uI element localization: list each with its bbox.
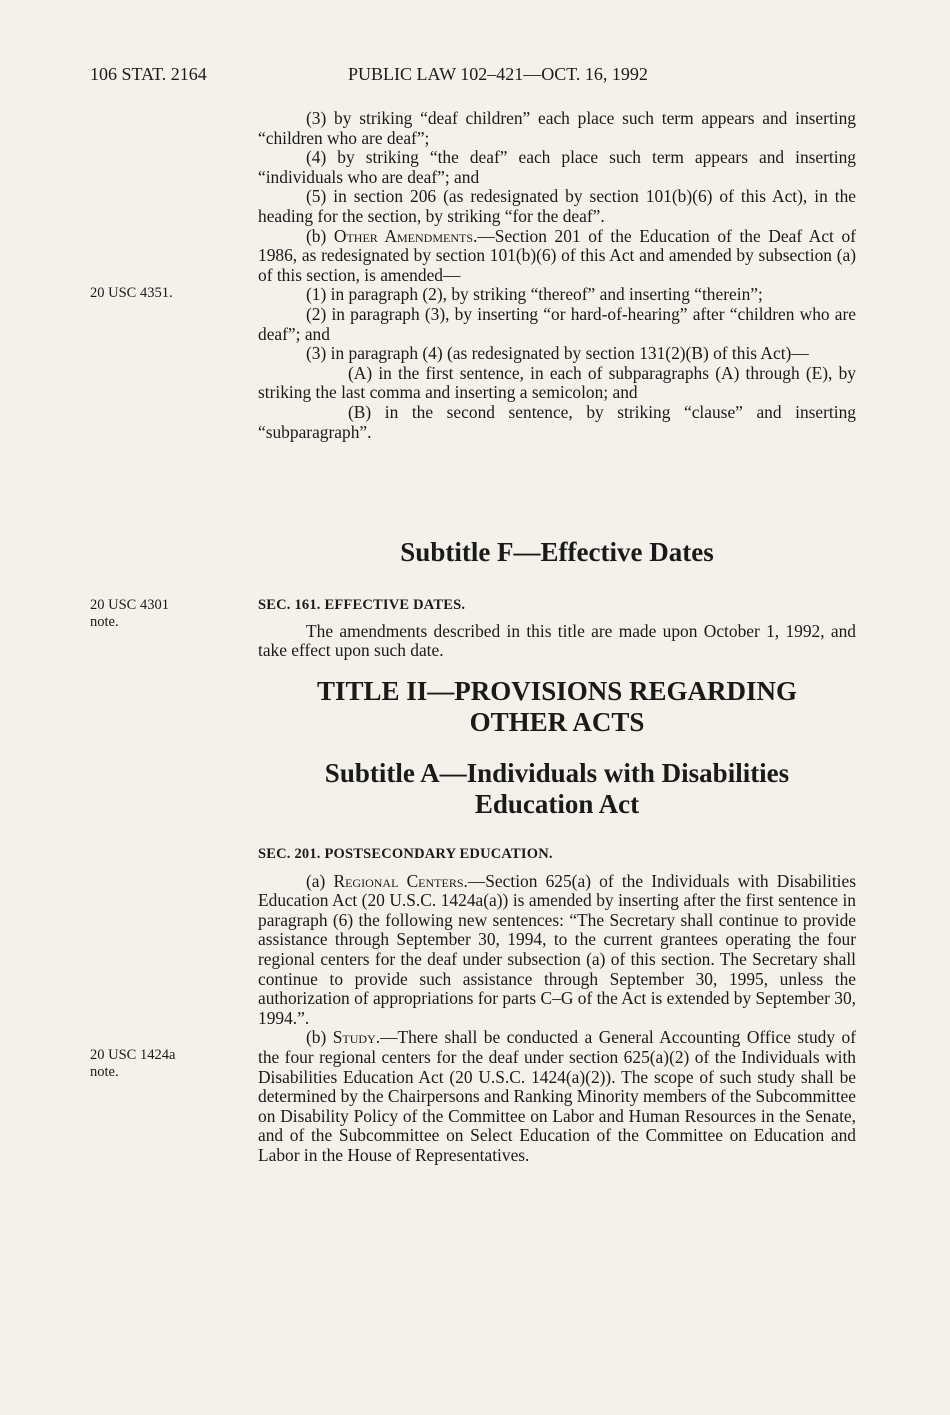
subsection-b-other-amendments <box>258 227 856 286</box>
subtitle-f-heading: Subtitle F—Effective Dates <box>400 537 714 567</box>
title-ii-block <box>258 676 856 738</box>
section-161-text: The amendments described in this title are made upon October 1, 1992, and take effect upon such date. <box>258 620 856 661</box>
subtitle-a-line-2: Education Act <box>474 789 640 819</box>
subsection-label: (b) <box>306 1027 333 1048</box>
subtitle-a-line-1: Subtitle A—Individuals with Disabilities <box>324 758 790 788</box>
subsection-text: .—There shall be conducted a General Accounting Office study of the four regional centers for the deaf under section 625(a)(2) of the Individuals with Disabilities Education Act (20 U.S.C. 1424(a)(2)). The scope of such study shall be determined by the Chairpersons and Ranking Minority members of the Subcommittee on Disability Policy of the Committee on Labor and Human Resources in the Senate, and of the Subcommittee on Select Education of the Committee on Education and Labor in the House of Representatives. <box>258 1027 856 1165</box>
paragraph-4: (4) by striking “the deaf” each place such term appears and inserting “individuals who are deaf”; and <box>258 147 856 187</box>
title-ii-line-2: OTHER ACTS <box>469 707 645 737</box>
subsection-text: .—Section 201 of the Education of the Deaf Act of 1986, as redesignated by section 101(b)(6) of this Act and amended by subsection (a) of this section, is amended— <box>258 225 856 285</box>
margin-note-suffix: note. <box>90 614 119 630</box>
public-law-heading: PUBLIC LAW 102–421—OCT. 16, 1992 <box>348 64 648 84</box>
subsection-label: (a) <box>306 870 334 891</box>
subsection-heading: Other Amendments <box>333 225 474 246</box>
subtitle-f-block <box>258 537 856 568</box>
statute-page-number: 106 STAT. 2164 <box>90 64 207 84</box>
subparagraph-b: (B) in the second sentence, by striking “clause” and inserting “subparagraph”. <box>258 401 856 442</box>
section-201-block <box>258 845 856 1166</box>
subsection-text: .—Section 625(a) of the Individuals with Disabilities Education Act (20 U.S.C. 1424a(a)) is amended by inserting after the first sentence in paragraph (6) the following new sentences: “The Secretary shall continue to provide assistance through September 30, 1994, to the current grantees operating the four regional centers for the deaf under subsection (a) of this section. The Secretary shall continue to provide such assistance through September 30, 1995, unless the authorization of appropriations for parts C–G of the Act is extended by September 30, 1994.”. <box>258 870 856 1028</box>
margin-note-usc-4351: 20 USC 4351. <box>90 285 173 301</box>
section-201-heading: SEC. 201. POSTSECONDARY EDUCATION. <box>258 846 553 862</box>
margin-note-usc-1424a <box>90 1047 175 1081</box>
paragraph-b2: (2) in paragraph (3), by inserting “or hard-of-hearing” after “children who are deaf”; and <box>258 303 856 344</box>
paragraph-b3: (3) in paragraph (4) (as redesignated by section 131(2)(B) of this Act)— <box>306 343 809 364</box>
subsection-a-regional-centers <box>258 872 856 1029</box>
paragraph-3: (3) by striking “deaf children” each place such term appears and inserting “children who are deaf”; <box>258 108 856 148</box>
paragraph-b1: (1) in paragraph (2), by striking “thereof” and inserting “therein”; <box>306 284 763 305</box>
subsection-heading: Study <box>332 1027 376 1048</box>
margin-note-citation: 20 USC 4301 <box>90 597 169 613</box>
section-161-block <box>258 596 856 661</box>
title-ii-line-1: TITLE II—PROVISIONS REGARDING <box>316 676 798 706</box>
subsection-b-study <box>258 1028 856 1165</box>
subsection-heading: Regional Centers <box>333 870 464 891</box>
subparagraph-a: (A) in the first sentence, in each of subparagraphs (A) through (E), by striking the last comma and inserting a semicolon; and <box>258 362 856 403</box>
margin-note-suffix: note. <box>90 1064 119 1080</box>
paragraph-5: (5) in section 206 (as redesignated by section 101(b)(6) of this Act), in the heading for the section, by striking “for the deaf”. <box>258 186 856 226</box>
subtitle-a-block <box>258 758 856 820</box>
amendments-block <box>258 109 856 442</box>
margin-note-citation: 20 USC 1424a <box>90 1047 176 1063</box>
section-161-heading: SEC. 161. EFFECTIVE DATES. <box>258 597 466 613</box>
margin-note-usc-4301 <box>90 597 169 631</box>
subsection-label: (b) <box>306 225 334 246</box>
